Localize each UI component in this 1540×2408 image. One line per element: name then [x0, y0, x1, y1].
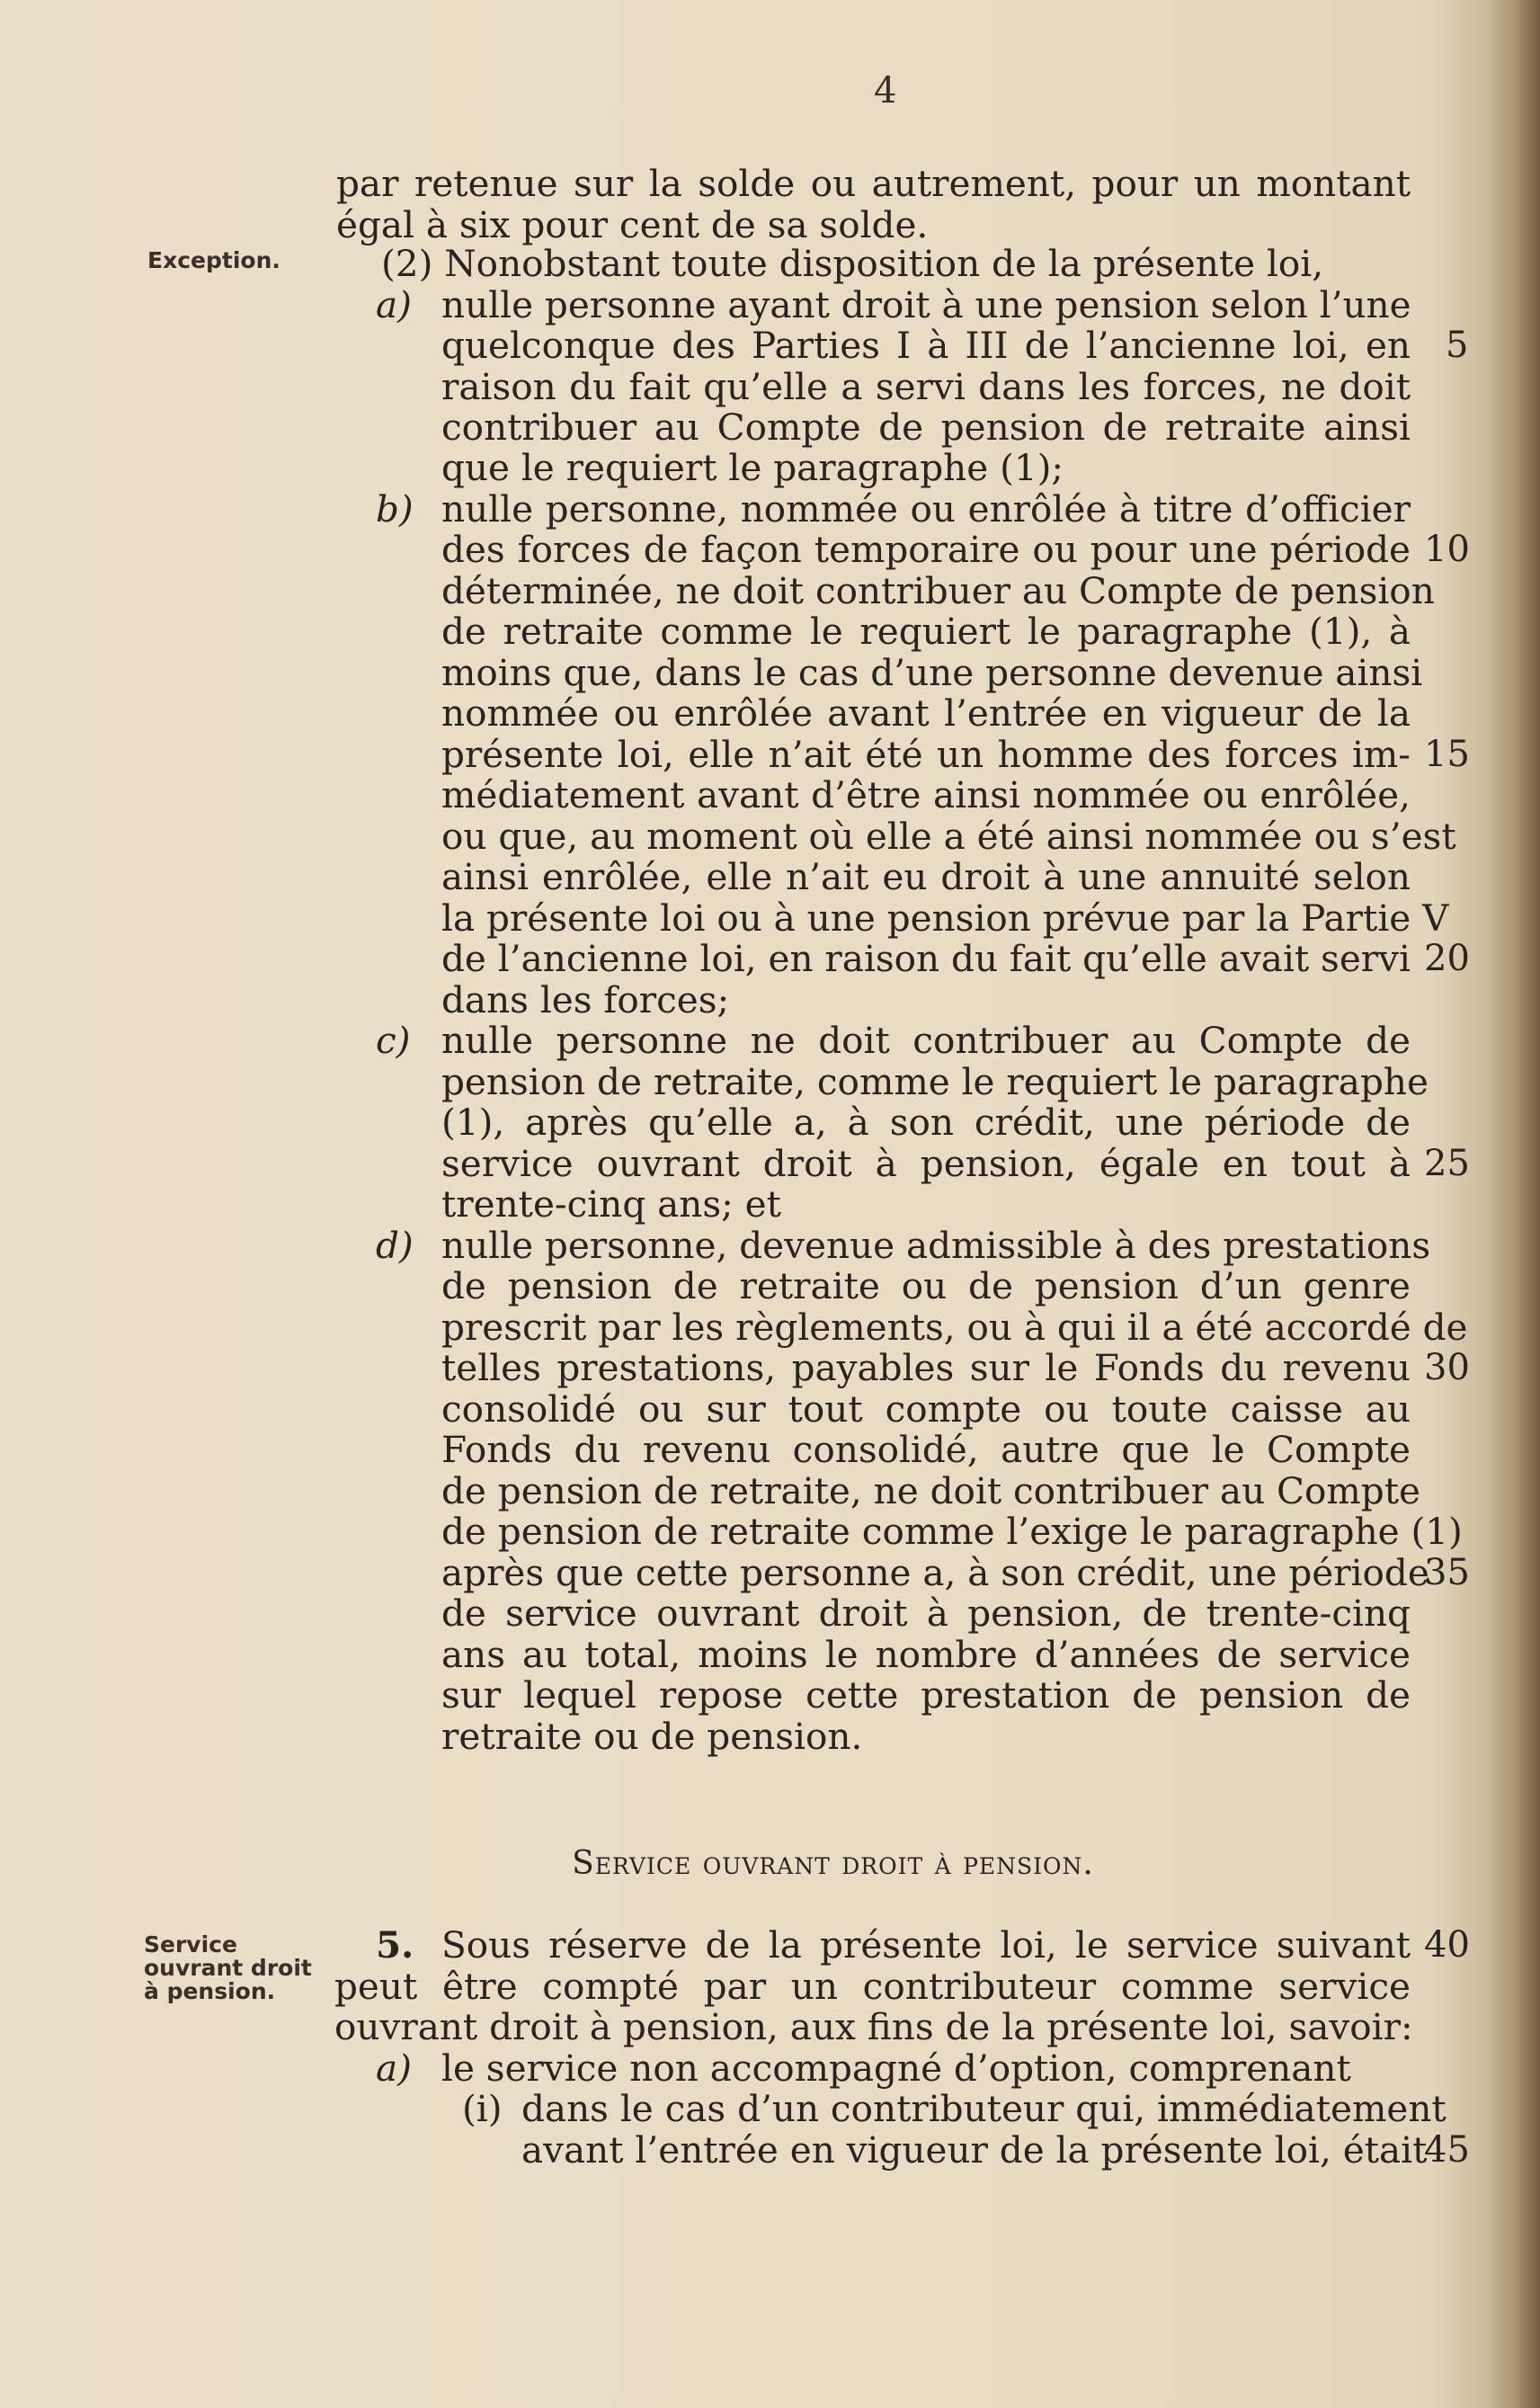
item-label-a-section5: a)	[376, 2047, 412, 2090]
margin-note-service-line3: à pension.	[144, 1978, 276, 2004]
text-line: médiatement avant d’être ainsi nommée ou enrôlée,	[441, 773, 1411, 816]
text-line: retraite ou de pension.	[441, 1715, 863, 1758]
text-line: prescrit par les règlements, ou à qui il a été accordé de	[441, 1306, 1468, 1349]
item-label-d: d)	[376, 1224, 414, 1267]
text-line: dans le cas d’un contributeur qui, immédiatement	[521, 2087, 1447, 2130]
text-line: le service non accompagné d’option, comprenant	[441, 2047, 1351, 2090]
text-line: nulle personne ayant droit à une pension selon l’une	[441, 283, 1411, 326]
line-number: 25	[1424, 1143, 1470, 1184]
line-number: 40	[1424, 1924, 1470, 1966]
text-line: peut être compté par un contributeur comme service	[334, 1965, 1411, 2008]
text-line: la présente loi ou à une pension prévue par la Partie V	[441, 896, 1449, 940]
text-line: de pension de retraite comme l’exige le paragraphe (1)	[441, 1510, 1463, 1553]
line-number: 5	[1446, 325, 1469, 366]
text-line: égal à six pour cent de sa solde.	[336, 203, 929, 246]
text-line: contribuer au Compte de pension de retraite ainsi	[441, 406, 1411, 449]
line-number: 35	[1424, 1552, 1470, 1593]
text-line: ans au total, moins le nombre d’années de service	[441, 1633, 1411, 1676]
text-line: moins que, dans le cas d’une personne devenue ainsi	[441, 651, 1423, 694]
text-line: ainsi enrôlée, elle n’ait eu droit à une annuité selon	[441, 855, 1411, 898]
text-line: Sous réserve de la présente loi, le service suivant	[441, 1923, 1411, 1967]
text-line: présente loi, elle n’ait été un homme des forces im-	[441, 733, 1411, 776]
text-line: telles prestations, payables sur le Fonds du revenu	[441, 1346, 1411, 1389]
text-line: quelconque des Parties I à III de l’ancienne loi, en	[441, 324, 1411, 367]
text-line: nommée ou enrôlée avant l’entrée en vigueur de la	[441, 691, 1411, 735]
item-label-a: a)	[376, 283, 412, 326]
text-line: dans les forces;	[441, 978, 730, 1021]
text-line: service ouvrant droit à pension, égale en tout à	[441, 1142, 1411, 1185]
text-line: avant l’entrée en vigueur de la présente loi, était	[521, 2128, 1428, 2172]
text-line: consolidé ou sur tout compte ou toute caisse au	[441, 1387, 1411, 1431]
text-line: de pension de retraite, ne doit contribuer au Compte	[441, 1469, 1420, 1512]
line-number: 10	[1424, 529, 1470, 570]
text-line: de service ouvrant droit à pension, de trente-cinq	[441, 1592, 1411, 1635]
text-line: raison du fait qu’elle a servi dans les forces, ne doit	[441, 365, 1411, 408]
text-line: (1), après qu’elle a, à son crédit, une période de	[441, 1101, 1411, 1144]
margin-note-service-line1: Service	[144, 1931, 237, 1958]
text-line: trente-cinq ans; et	[441, 1182, 781, 1226]
item-label-i: (i)	[462, 2087, 503, 2130]
text-line: nulle personne ne doit contribuer au Compte de	[441, 1019, 1411, 1062]
text-line: ouvrant droit à pension, aux fins de la présente loi, savoir:	[334, 2005, 1413, 2048]
text-line: des forces de façon temporaire ou pour une période	[441, 528, 1411, 571]
margin-note-exception: Exception.	[147, 247, 280, 273]
text-line: de pension de retraite ou de pension d’un genre	[441, 1264, 1411, 1307]
text-line: sur lequel repose cette prestation de pension de	[441, 1673, 1411, 1717]
text-line: de retraite comme le requiert le paragraphe (1), à	[441, 610, 1411, 653]
text-line: pension de retraite, comme le requiert le paragraphe	[441, 1060, 1429, 1103]
line-number: 45	[1424, 2129, 1470, 2171]
page-number: 4	[874, 70, 897, 111]
text-line: par retenue sur la solde ou autrement, pour un montant	[336, 162, 1411, 205]
page-edge-shadow	[1488, 0, 1540, 2408]
line-number: 20	[1424, 938, 1470, 979]
text-line: nulle personne, devenue admissible à des prestations	[441, 1224, 1431, 1267]
line-number: 30	[1424, 1347, 1470, 1388]
text-line: nulle personne, nommée ou enrôlée à titre d’officier	[441, 487, 1411, 531]
text-line: après que cette personne a, à son crédit, une période	[441, 1551, 1429, 1594]
line-number: 15	[1424, 734, 1470, 775]
text-line: déterminée, ne doit contribuer au Compte de pension	[441, 569, 1435, 612]
section-number: 5.	[376, 1923, 414, 1967]
text-line: Fonds du revenu consolidé, autre que le Compte	[441, 1428, 1411, 1471]
text-line: de l’ancienne loi, en raison du fait qu’elle avait servi	[441, 937, 1411, 980]
text-line: (2) Nonobstant toute disposition de la présente loi,	[381, 242, 1324, 285]
text-line: ou que, au moment où elle a été ainsi nommée ou s’est	[441, 815, 1456, 858]
item-label-b: b)	[376, 487, 414, 531]
text-line: que le requiert le paragraphe (1);	[441, 446, 1064, 489]
section-heading: Service ouvrant droit à pension.	[572, 1845, 1094, 1882]
margin-note-service-line2: ouvrant droit	[144, 1955, 312, 1981]
item-label-c: c)	[376, 1019, 411, 1062]
